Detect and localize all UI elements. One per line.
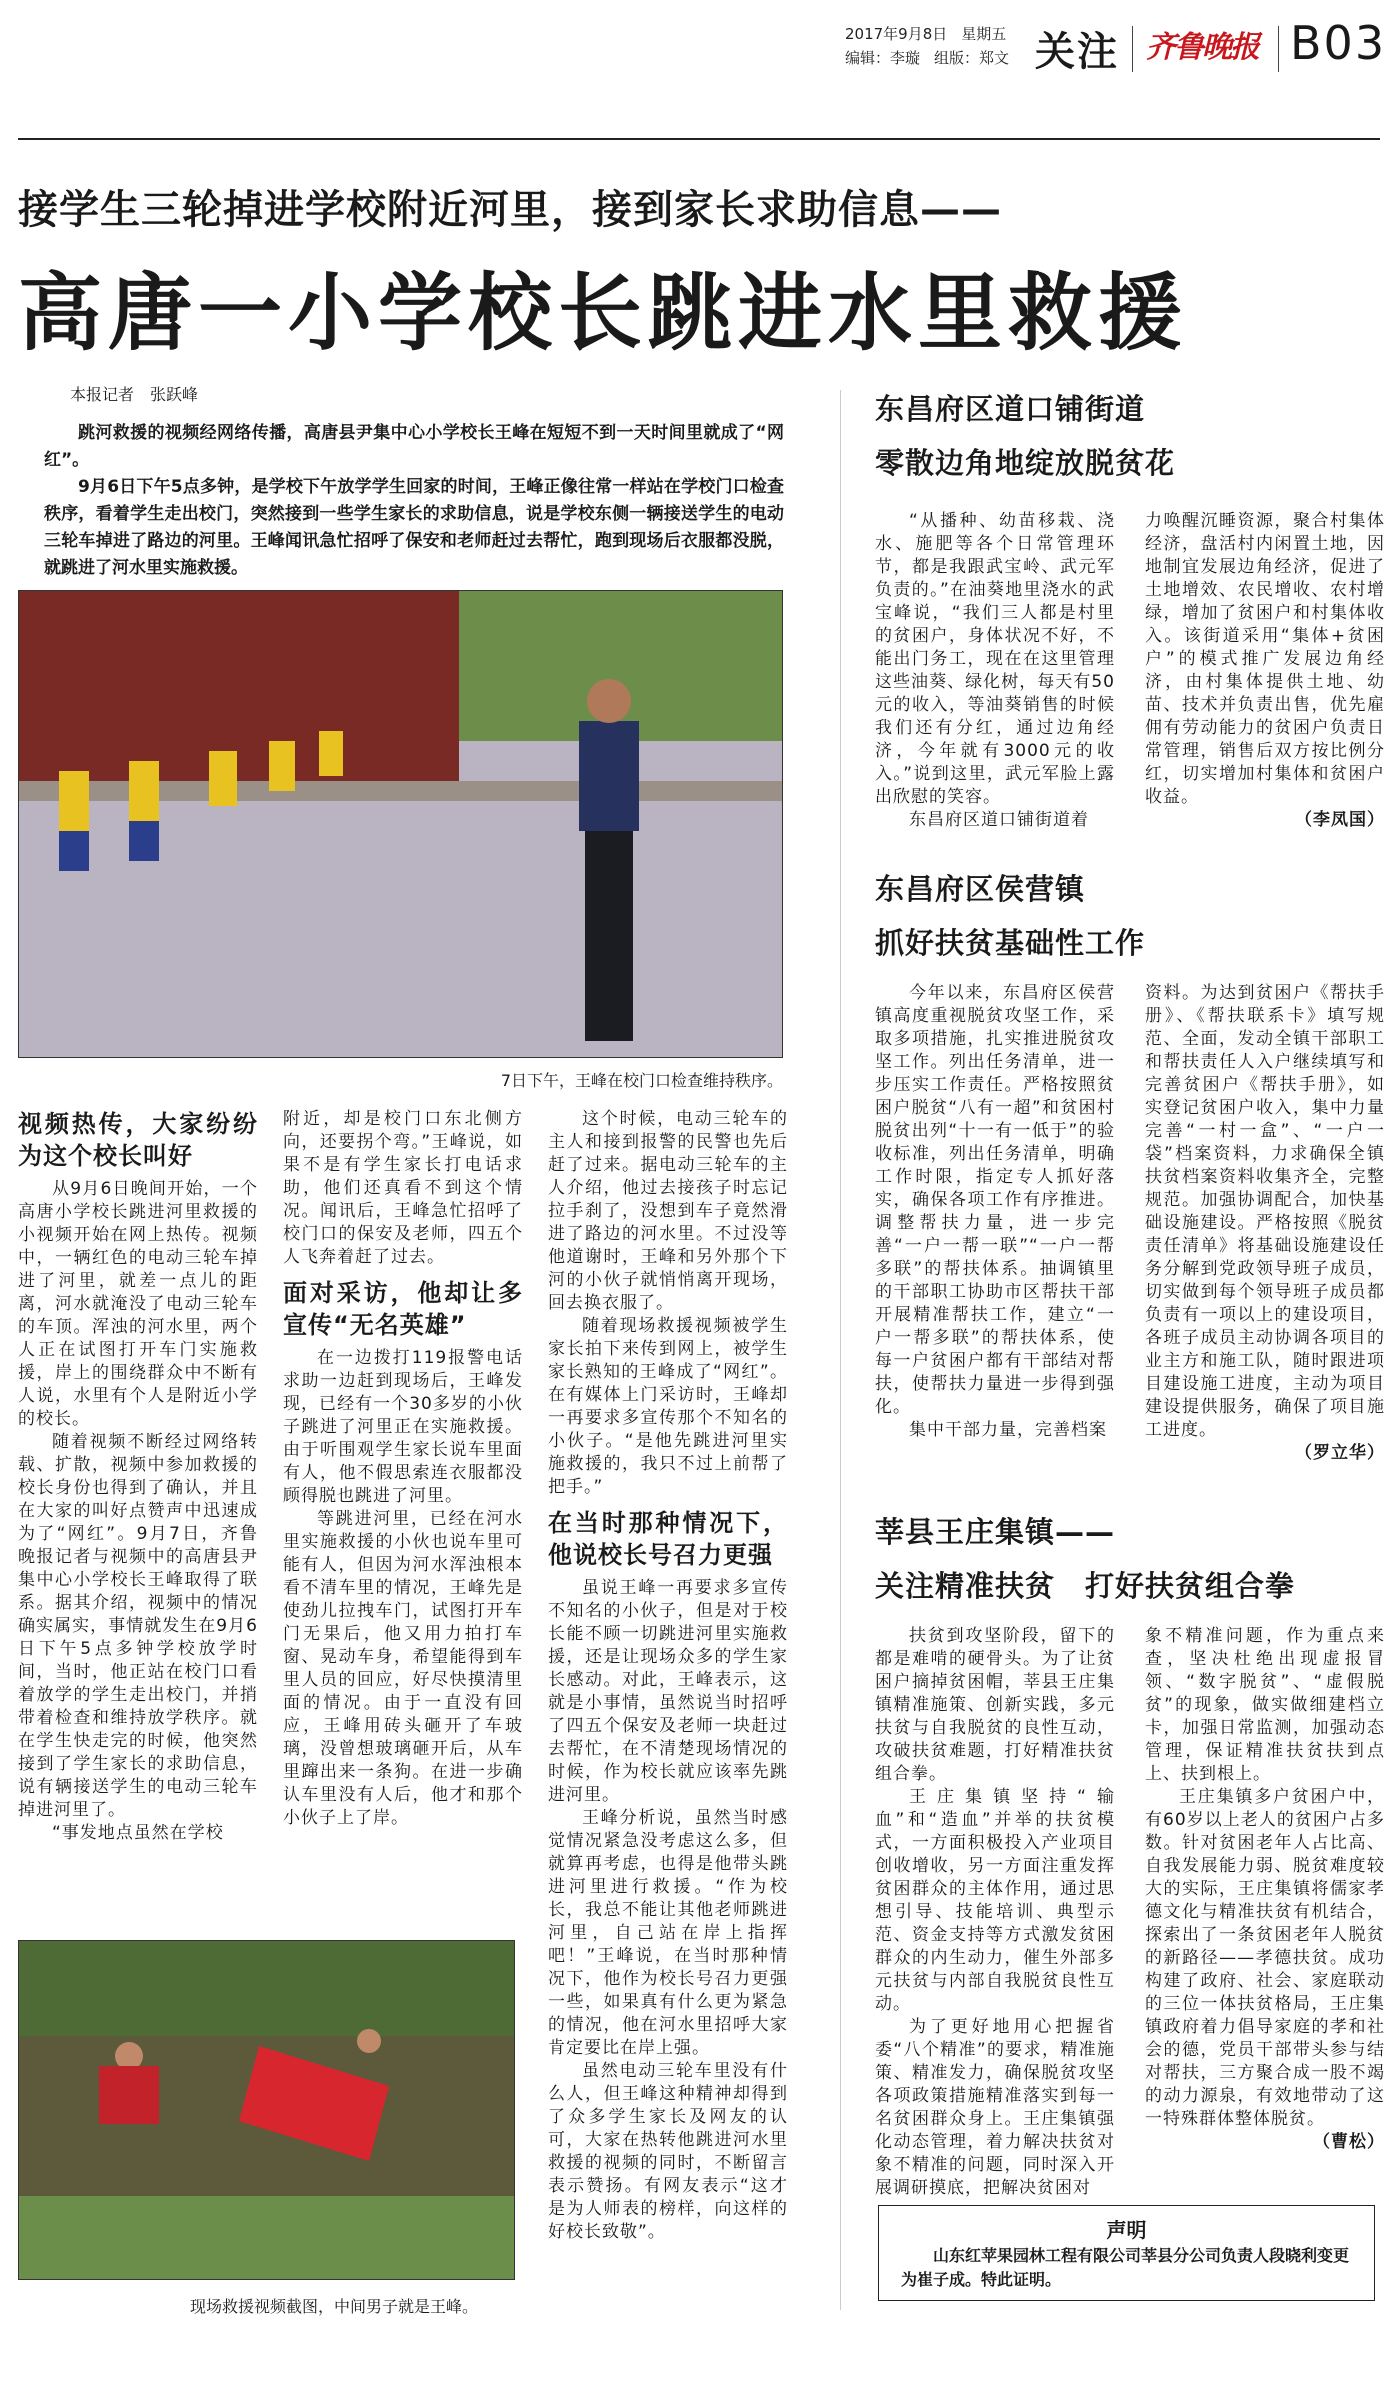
s1-column-2 <box>1145 510 1385 832</box>
photo1-caption: 7日下午，王峰在校门口检查维持秩序。 <box>500 1071 783 1090</box>
s2-headline-line2: 抓好扶贫基础性工作 <box>875 926 1146 960</box>
paragraph: 随着现场救援视频被学生家长拍下来传到网上，被学生家长熟知的王峰成了“网红”。在有媒体上门采访时，王峰却一再要求多宣传那个不知名的小伙子。“是他先跳进河里实施救援的，我只不过上前帮了把手。” <box>548 1316 788 1497</box>
s2-column-2 <box>1145 982 1385 1465</box>
paragraph: 随着视频不断经过网络转载、扩散，视频中参加救援的校长身份也得到了确认，并且在大家的叫好点赞声中迅速成为了“网红”。9月7日，齐鲁晚报记者与视频中的高唐县尹集中心小学校长王峰取得了联系。据其介绍，视频中的情况确实属实，事情就发生在9月6日下午5点多钟学校放学时间，当时，他正站在校门口看着放学的学生走出校门，并捎带着检查和维持放学秩序。就在学生快走完的时候，他突然接到了学生家长的求助信息，说有辆接送学生的电动三轮车掉进河里了。 <box>18 1432 258 1820</box>
s3-column-1 <box>875 1625 1115 2200</box>
paragraph: “从播种、幼苗移栽、浇水、施肥等各个日常管理环节，都是我跟武宝岭、武元军负责的。”在油葵地里浇水的武宝峰说，“我们三人都是村里的贫困户，身体状况不好，不能出门务工，现在在这里管理这些油葵、绿化树，每天有50元的收入，等油葵销售的时候我们还有分红，通过边角经济，今年就有3000元的收入。”说到这里，武元军脸上露出欣慰的笑容。 <box>875 511 1115 807</box>
paragraph: 王庄集镇多户贫困户中，有60岁以上老人的贫困户占多数。针对贫困老年人占比高、自我发展能力弱、脱贫难度较大的实际，王庄集镇将儒家孝德文化与精准扶贫有机结合，探索出了一条贫困老年人脱贫的新路径——孝德扶贫。成功构建了政府、社会、家庭联动的三位一体扶贫格局，王庄集镇政府着力倡导家庭的孝和社会的德，党员干部带头参与结对帮扶，三方聚合成一股不竭的动力源泉，有效地带动了这一特殊群体整体脱贫。 <box>1145 1787 1385 2129</box>
s2-headline <box>875 862 1145 970</box>
paragraph: 虽说王峰一再要求多宣传不知名的小伙子，但是对于校长能不顾一切跳进河里实施救援，还是让现场众多的学生家长感动。对此，王峰表示，这就是小事情，虽然说当时招呼了四五个保安及老师一块赶过去帮忙，在不清楚现场情况的时候，作为校长就应该率先跳进河里。 <box>548 1578 788 1805</box>
paragraph: 资料。为达到贫困户《帮扶手册》、《帮扶联系卡》填写规范、全面，发动全镇干部职工和帮扶责任人入户继续填写和完善贫困户《帮扶手册》，如实登记贫困户收入，集中力量完善“一村一盒”、“一户一袋”档案资料，力求确保全镇扶贫档案资料收集齐全，完整规范。加强协调配合，加快基础设施建设。严格按照《脱贫责任清单》将基础设施建设任务分解到党政领导班子成员，切实做到每个领导班子成员都负责有一项以上的建设项目，各班子成员主动协调各项目的业主方和施工队，随时跟进项目建设施工进度，主动为项目建设提供服务，确保了项目施工进度。 <box>1145 983 1385 1440</box>
s2-author: （罗立华） <box>1295 1443 1385 1463</box>
photo-school-gate-image <box>19 591 783 1058</box>
issue-weekday: 星期五 <box>961 25 1007 43</box>
article-subtitle: 接学生三轮掉进学校附近河里，接到家长求助信息—— <box>18 187 1002 233</box>
paragraph: 为了更好地用心把握省委“八个精准”的要求，精准施策、精准发力，确保脱贫攻坚各项政策措施精准落实到每一名贫困群众身上。王庄集镇强化动态管理，着力解决扶贫对象不精准的问题，同时深入开展调研摸底，把解决贫困对 <box>875 2017 1115 2198</box>
notice-body: 山东红苹果园林工程有限公司莘县分公司负责人段晓利变更为崔子成。特此证明。 <box>901 2246 1350 2289</box>
article-title: 高唐一小学校长跳进水里救援 <box>18 264 1189 362</box>
column-divider <box>840 390 841 2310</box>
paragraph: 今年以来，东昌府区侯营镇高度重视脱贫攻坚工作，采取多项措施，扎实推进脱贫攻坚工作。列出任务清单，进一步压实工作责任。严格按照贫困户脱贫“八有一超”和贫困村脱贫出列“十一有一低于”的验收标准，列出任务清单，明确工作时限，指定专人抓好落实，确保各项工作有序推进。调整帮扶力量，进一步完善“一户一帮一联”“一户一帮多联”的帮扶体系。抽调镇里的干部职工协助市区帮扶干部开展精准帮扶工作，建立“一户一帮多联”的帮扶体系，使每一户贫困户都有干部结对帮扶，使帮扶力量进一步得到强化。 <box>875 983 1115 1417</box>
lead-paragraphs <box>44 420 784 582</box>
s1-column-1 <box>875 510 1115 832</box>
photo-school-gate <box>18 590 783 1058</box>
lead-p1: 跳河救援的视频经网络传播，高唐县尹集中心小学校长王峰在短短不到一天时间里就成了“网红”。 <box>44 423 784 470</box>
header-meta <box>845 22 1023 70</box>
byline: 本报记者 张跃峰 <box>70 385 199 404</box>
subheading-1: 视频热传，大家纷纷为这个校长叫好 <box>18 1110 258 1170</box>
s3-headline-line2: 关注精准扶贫 打好扶贫组合拳 <box>875 1569 1296 1603</box>
editor: 编辑：李璇 <box>845 49 921 67</box>
paragraph: 象不精准问题，作为重点来查，坚决杜绝出现虚报冒领、“数字脱贫”、“虚假脱贫”的现象，做实做细建档立卡，加强日常监测，加强动态管理，保证精准扶贫扶到点上、扶到根上。 <box>1145 1626 1385 1784</box>
notice-box <box>878 2205 1375 2301</box>
article-column-2 <box>283 1108 523 1830</box>
photo2-caption: 现场救援视频截图，中间男子就是王峰。 <box>190 2297 479 2316</box>
page-number: B03 <box>1290 16 1387 70</box>
subheading-3: 在当时那种情况下，他说校长号召力更强 <box>548 1509 788 1569</box>
lead-p2: 9月6日下午5点多钟，是学校下午放学学生回家的时间，王峰正像往常一样站在学校门口检查秩序，看着学生走出校门，突然接到一些学生家长的求助信息，说是学校东侧一辆接送学生的电动三轮车掉进了路边的河里。王峰闻讯急忙招呼了保安和老师赶过去帮忙，跑到现场后衣服都没脱，就跳进了河水里实施救援。 <box>44 477 784 578</box>
paragraph: 等跳进河里，已经在河水里实施救援的小伙也说车里可能有人，但因为河水浑浊根本看不清车里的情况，王峰先是使劲儿拉拽车门，试图打开车门无果后，他又用力拍打车窗、晃动车身，希望能得到车里人员的回应，好尽快摸清里面的情况。由于一直没有回应，王峰用砖头砸开了车玻璃，没曾想玻璃砸开后，从车里蹿出来一条狗。在进一步确认车里没有人后，他才和那个小伙子上了岸。 <box>283 1509 523 1828</box>
section-name: 关注 <box>1035 29 1119 75</box>
divider <box>1278 26 1279 72</box>
s1-author: （李凤国） <box>1295 810 1385 830</box>
notice-title: 声明 <box>1106 2218 1147 2242</box>
s3-headline <box>875 1505 1295 1613</box>
paragraph: 力唤醒沉睡资源，聚合村集体经济，盘活村内闲置土地，因地制宜发展边角经济，促进了土地增效、农民增收、农村增绿，增加了贫困户和村集体收入。该街道采用“集体+贫困户”的模式推广发展边角经济，由村集体提供土地、幼苗、技术并负责出售，优先雇佣有劳动能力的贫困户负责日常管理，销售后双方按比例分红，切实增加村集体和贫困户收益。 <box>1145 511 1385 807</box>
paragraph: 王庄集镇坚持“输血”和“造血”并举的扶贫模式，一方面积极投入产业项目创收增收，另一方面注重发挥贫困群众的主体作用，通过思想引导、技能培训、典型示范、资金支持等方式激发贫困群众的内生动力，催生外部多元扶贫与内部自我脱贫良性互动。 <box>875 1787 1115 2014</box>
s1-headline-line2: 零散边角地绽放脱贫花 <box>875 446 1176 480</box>
divider <box>1132 26 1133 72</box>
s2-headline-line1: 东昌府区侯营镇 <box>875 872 1086 906</box>
s1-headline <box>875 382 1175 490</box>
article-column-3 <box>548 1108 788 2244</box>
layout-editor: 组版：郑文 <box>934 49 1010 67</box>
photo-rescue-image <box>19 1941 515 2280</box>
subheading-2: 面对采访，他却让多宣传“无名英雄” <box>283 1279 523 1339</box>
paragraph: 在一边拨打119报警电话求助一边赶到现场后，王峰发现，已经有一个30多岁的小伙子跳进了河里正在实施救援。由于听围观学生家长说车里面有人，他不假思索连衣服都没顾得脱也跳进了河里。 <box>283 1348 523 1506</box>
paragraph: 附近，却是校门口东北侧方向，还要拐个弯。”王峰说，如果不是有学生家长打电话求助，他们还真看不到这个情况。闻讯后，王峰急忙招呼了校门口的保安及老师，四五个人飞奔着赶了过去。 <box>283 1109 523 1267</box>
issue-date: 2017年9月8日 <box>845 25 948 43</box>
paragraph: 这个时候，电动三轮车的主人和接到报警的民警也先后赶了过来。据电动三轮车的主人介绍，他过去接孩子时忘记拉手刹了，没想到车子竟然滑进了路边的河水里。不过没等他道谢时，王峰和另外那个下河的小伙子就悄悄离开现场，回去换衣服了。 <box>548 1109 788 1313</box>
paragraph: “事发地点虽然在学校 <box>52 1823 224 1843</box>
photo-rescue <box>18 1940 515 2280</box>
s1-headline-line1: 东昌府区道口铺街道 <box>875 392 1146 426</box>
paragraph: 虽然电动三轮车里没有什么人，但王峰这种精神却得到了众多学生家长及网友的认可，大家在热转他跳进河水里救援的视频的同时，不断留言表示赞扬。有网友表示“这才是为人师表的榜样，向这样的好校长致敬”。 <box>548 2061 788 2242</box>
newspaper-logo: 齐鲁晚报 <box>1146 30 1258 65</box>
paragraph: 王峰分析说，虽然当时感觉情况紧急没考虑这么多，但就算再考虑，也得是他带头跳进河里进行救援。“作为校长，我总不能让其他老师跳进河里，自己站在岸上指挥吧！”王峰说，在当时那种情况下，他作为校长号召力更强一些，如果真有什么更为紧急的情况，他在河水里招呼大家肯定要比在岸上强。 <box>548 1808 788 2058</box>
paragraph: 东昌府区道口铺街道着 <box>909 810 1089 830</box>
s3-headline-line1: 莘县王庄集镇—— <box>875 1515 1116 1549</box>
s3-column-2 <box>1145 1625 1385 2154</box>
article-column-1 <box>18 1108 258 1845</box>
s2-column-1 <box>875 982 1115 1442</box>
paragraph: 扶贫到攻坚阶段，留下的都是难啃的硬骨头。为了让贫困户摘掉贫困帽，莘县王庄集镇精准施策、创新实践，多元扶贫与自我脱贫的良性互动，攻破扶贫难题，打好精准扶贫组合拳。 <box>875 1626 1115 1784</box>
s3-author: （曹松） <box>1313 2132 1385 2152</box>
paragraph: 集中干部力量，完善档案 <box>909 1420 1107 1440</box>
top-rule <box>18 138 1380 140</box>
paragraph: 从9月6日晚间开始，一个高唐小学校长跳进河里救援的小视频开始在网上热传。视频中，一辆红色的电动三轮车掉进了河里，就差一点儿的距离，河水就淹没了电动三轮车的车顶。浑浊的河水里，两个人正在试图打开车门实施救援，岸上的围绕群众中不断有人说，水里有个人是附近小学的校长。 <box>18 1179 258 1429</box>
